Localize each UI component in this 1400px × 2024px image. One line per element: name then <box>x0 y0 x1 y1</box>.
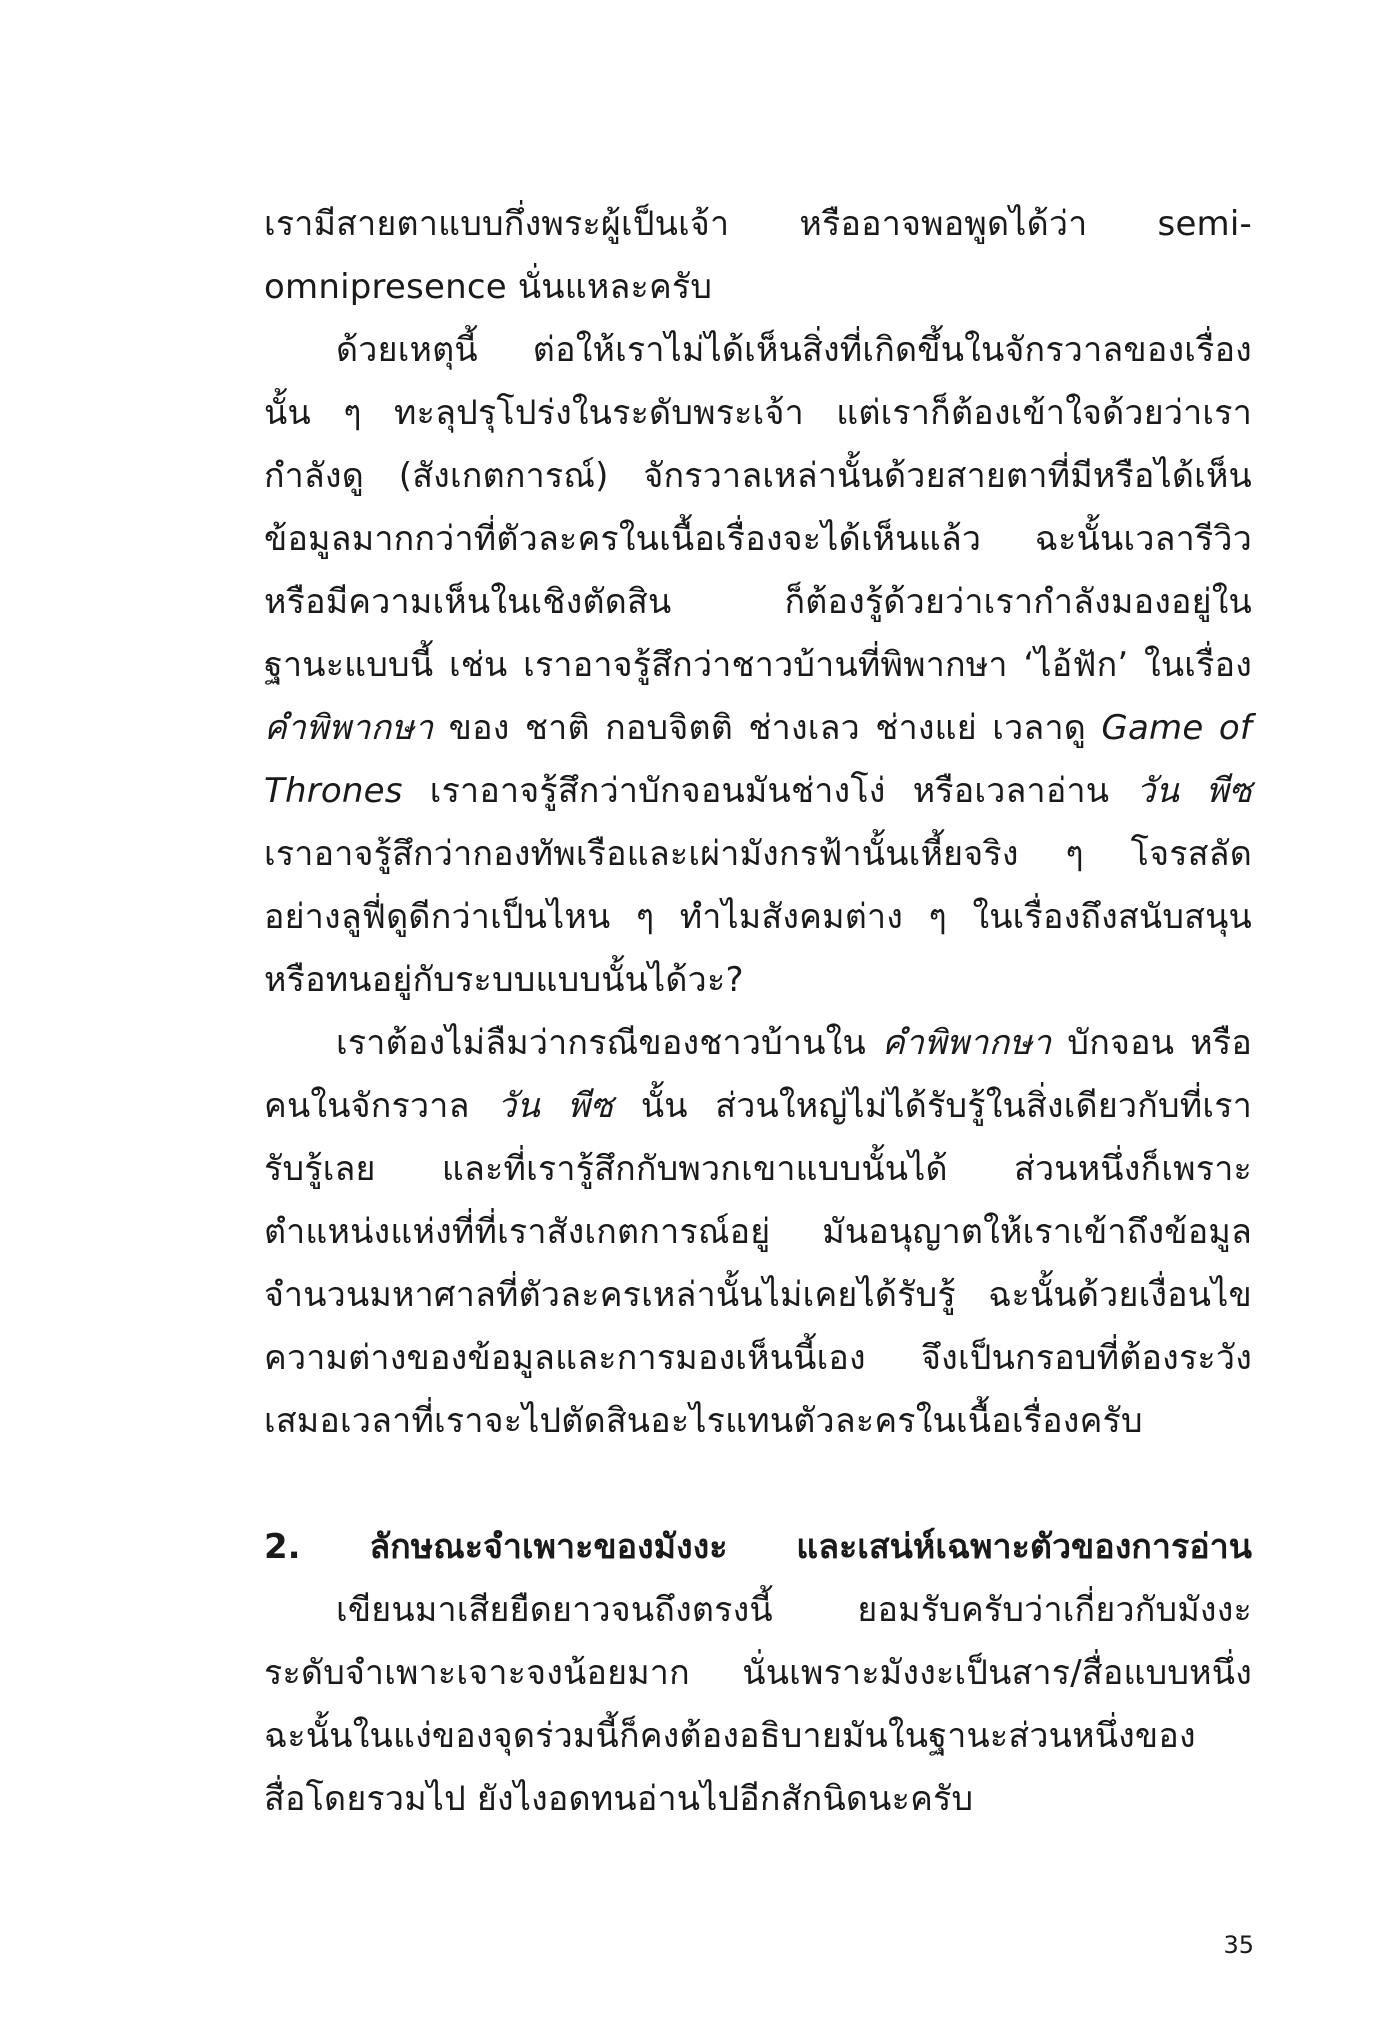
paragraph-first-line: ด้วยเหตุนี้ ต่อให้เราไม่ได้เห็นสิ่งที่เกิดขึ้นในจักรวาลของเรื่อง <box>336 330 1252 370</box>
section-heading: 2. ลักษณะจำเพาะของมังงะ และเสน่ห์เฉพาะตัวของการอ่าน <box>264 1527 1252 1567</box>
manga-title: วัน พีซ <box>497 1086 614 1126</box>
body-text-line: ฉะนั้นในแง่ของจุดร่วมนี้ก็คงต้องอธิบายมันในฐานะส่วนหนึ่งของ <box>264 1716 1196 1756</box>
body-text-line: หรือทนอยู่กับระบบแบบนั้นได้วะ? <box>264 960 744 1000</box>
body-text-line: นั้น ๆ ทะลุปรุโปร่งในระดับพระเจ้า แต่เราก็ต้องเข้าใจด้วยว่าเรา <box>264 393 1252 433</box>
paragraph-first-line <box>336 1019 1252 1067</box>
series-title: Thrones <box>264 771 403 811</box>
body-text-line <box>264 767 1252 815</box>
body-text-line: อย่างลูฟี่ดูดีกว่าเป็นไหน ๆ ทำไมสังคมต่าง ๆ ในเรื่องถึงสนับสนุน <box>264 897 1252 937</box>
body-text-line: เสมอเวลาที่เราจะไปตัดสินอะไรแทนตัวละครในเนื้อเรื่องครับ <box>264 1401 1143 1441</box>
manga-title: วัน พีซ <box>1136 771 1252 811</box>
body-text-line: เราอาจรู้สึกว่ากองทัพเรือและเผ่ามังกรฟ้านั้นเหี้ยจริง ๆ โจรสลัด <box>264 834 1252 874</box>
body-text-line: กำลังดู (สังเกตการณ์) จักรวาลเหล่านั้นด้วยสายตาที่มีหรือได้เห็น <box>264 456 1252 496</box>
body-text-segment: ของ ชาติ กอบจิตติ ช่างเลว ช่างแย่ เวลาดู <box>433 708 1102 748</box>
body-text-line: จำนวนมหาศาลที่ตัวละครเหล่านั้นไม่เคยได้รับรู้ ฉะนั้นด้วยเงื่อนไข <box>264 1275 1252 1315</box>
body-text-line: สื่อโดยรวมไป ยังไงอดทนอ่านไปอีกสักนิดนะครับ <box>264 1779 974 1819</box>
body-text-segment: คนในจักรวาล <box>264 1086 498 1126</box>
body-text-line: เรามีสายตาแบบกึ่งพระผู้เป็นเจ้า หรืออาจพอพูดได้ว่า semi- <box>264 204 1252 244</box>
body-text-line: omnipresence นั่นแหละครับ <box>264 267 713 307</box>
body-text-segment: บักจอน หรือ <box>1051 1023 1252 1063</box>
body-text-line: ระดับจำเพาะเจาะจงน้อยมาก นั่นเพราะมังงะเป็นสาร/สื่อแบบหนึ่ง <box>264 1653 1252 1693</box>
book-title: คำพิพากษา <box>264 708 434 748</box>
body-text-line: รับรู้เลย และที่เรารู้สึกกับพวกเขาแบบนั้นได้ ส่วนหนึ่งก็เพราะ <box>264 1149 1252 1189</box>
body-text-line: ข้อมูลมากกว่าที่ตัวละครในเนื้อเรื่องจะได้เห็นแล้ว ฉะนั้นเวลารีวิว <box>264 519 1252 559</box>
body-text-line <box>264 704 1252 752</box>
book-title: คำพิพากษา <box>882 1023 1052 1063</box>
body-text-line: ความต่างของข้อมูลและการมองเห็นนี้เอง จึงเป็นกรอบที่ต้องระวัง <box>264 1338 1252 1378</box>
series-title: Game of <box>1101 708 1253 748</box>
body-text-line: ฐานะแบบนี้ เช่น เราอาจรู้สึกว่าชาวบ้านที่พิพากษา ‘ไอ้ฟัก’ ในเรื่อง <box>264 645 1252 685</box>
body-text-line: หรือมีความเห็นในเชิงตัดสิน ก็ต้องรู้ด้วยว่าเรากำลังมองอยู่ใน <box>264 582 1252 622</box>
page-number: 35 <box>1223 1931 1254 1959</box>
body-text-segment: เราอาจรู้สึกว่าบักจอนมันช่างโง่ หรือเวลาอ่าน <box>402 771 1137 811</box>
paragraph-first-line: เขียนมาเสียยืดยาวจนถึงตรงนี้ ยอมรับครับว่าเกี่ยวกับมังงะ <box>336 1590 1252 1630</box>
body-text-line: ตำแหน่งแห่งที่ที่เราสังเกตการณ์อยู่ มันอนุญาตให้เราเข้าถึงข้อมูล <box>264 1212 1252 1252</box>
body-text-line <box>264 1082 1252 1130</box>
body-text-segment: เราต้องไม่ลืมว่ากรณีของชาวบ้านใน <box>336 1023 883 1063</box>
body-text-segment: นั้น ส่วนใหญ่ไม่ได้รับรู้ในสิ่งเดียวกับที่เรา <box>613 1086 1252 1126</box>
